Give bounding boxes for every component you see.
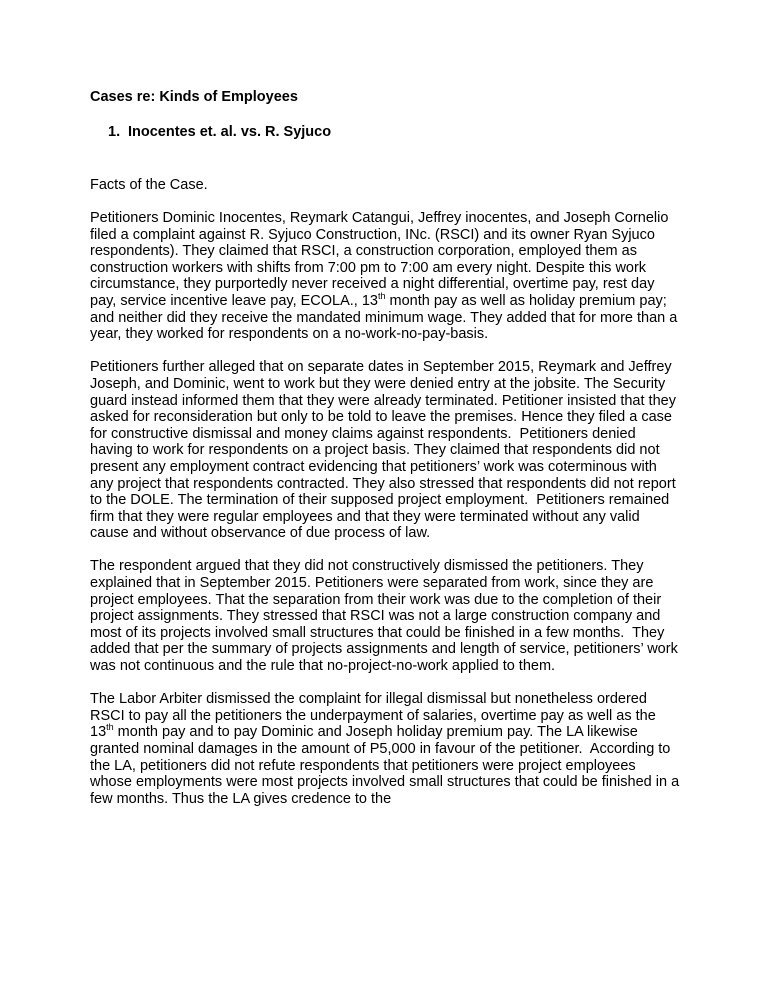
section-heading-facts: Facts of the Case. [90, 177, 208, 193]
list-item-number: 1. [108, 124, 121, 140]
paragraph-text: The Labor Arbiter dismissed the complaint for illegal dismissal but nonetheless ordered RSCI to pay all the petitioners the underpayment of salaries, overtime pay as well as the 13 [90, 691, 660, 741]
paragraph-text: month pay as well as holiday premium pay; and neither did they receive the mandated minimum wage. They added that for more than a year, they worked for respondents on a no-work-no-pay-basis. [90, 292, 682, 343]
paragraph-text: The respondent argued that they did not constructively dismissed the petitioners. They explained that in September 2015. Petitioners were separated from work, since they are project employees. That the separation from their work was due to the completion of their project assignments. They stressed that RSCI was not a large construction company and most of its projects involved small structures that could be finished in a few months. They added that per the summary of projects assignments and length of service, petitioners’ work was not continuous and the rule that no-project-no-work applied to them. [90, 558, 682, 675]
paragraph-text: Petitioners Dominic Inocentes, Reymark Catangui, Jeffrey inocentes, and Joseph Cornelio filed a complaint against R. Syjuco Construction, INc. (RSCI) and its owner Ryan Syjuco respondents). They claimed that RSCI, a construction corporation, employed them as construction workers with shifts from 7:00 pm to 7:00 am every night. Despite this work circumstance, they purportedly never received a night differential, overtime pay, rest day pay, service incentive leave pay, ECOLA., 13 [90, 210, 673, 309]
paragraph-labor-arbiter-ruling [90, 691, 684, 807]
ordinal-superscript: th [106, 722, 114, 733]
paragraph-text: month pay and to pay Dominic and Joseph holiday premium pay. The LA likewise granted nominal damages in the amount of P5,000 in favour of the petitioner. According to the LA, petitioners did not refute respondents that petitioners were project employees whose employments were most projects involved small structures that could be finished in a few months. Thus the LA gives credence to the [90, 724, 684, 807]
document-title: Cases re: Kinds of Employees [90, 89, 298, 105]
paragraph-facts-1 [90, 210, 680, 343]
paragraph-facts-2 [90, 359, 680, 542]
ordinal-superscript: th [378, 291, 386, 302]
list-item-label: Inocentes et. al. vs. R. Syjuco [128, 124, 332, 140]
paragraph-respondent-argument [90, 558, 680, 674]
paragraph-text: Petitioners further alleged that on separate dates in September 2015, Reymark and Jeffrey Joseph, and Dominic, went to work but they were denied entry at the jobsite. The Security guard instead informed them that they were already terminated. Petitioner insisted that they asked for reconsideration but only to be told to leave the premises. Hence they filed a case for constructive dismissal and money claims against respondents. Petitioners denied having to work for respondents on a project basis. They claimed that respondents did not present any employment contract evidencing that petitioners’ work was coterminous with any project that respondents contracted. They also stressed that respondents did not report to the DOLE. The termination of their supposed project employment. Petitioners remained firm that they were regular employees and that they were terminated without any valid cause and without observance of due process of law. [90, 359, 680, 542]
case-list-item [108, 124, 680, 141]
